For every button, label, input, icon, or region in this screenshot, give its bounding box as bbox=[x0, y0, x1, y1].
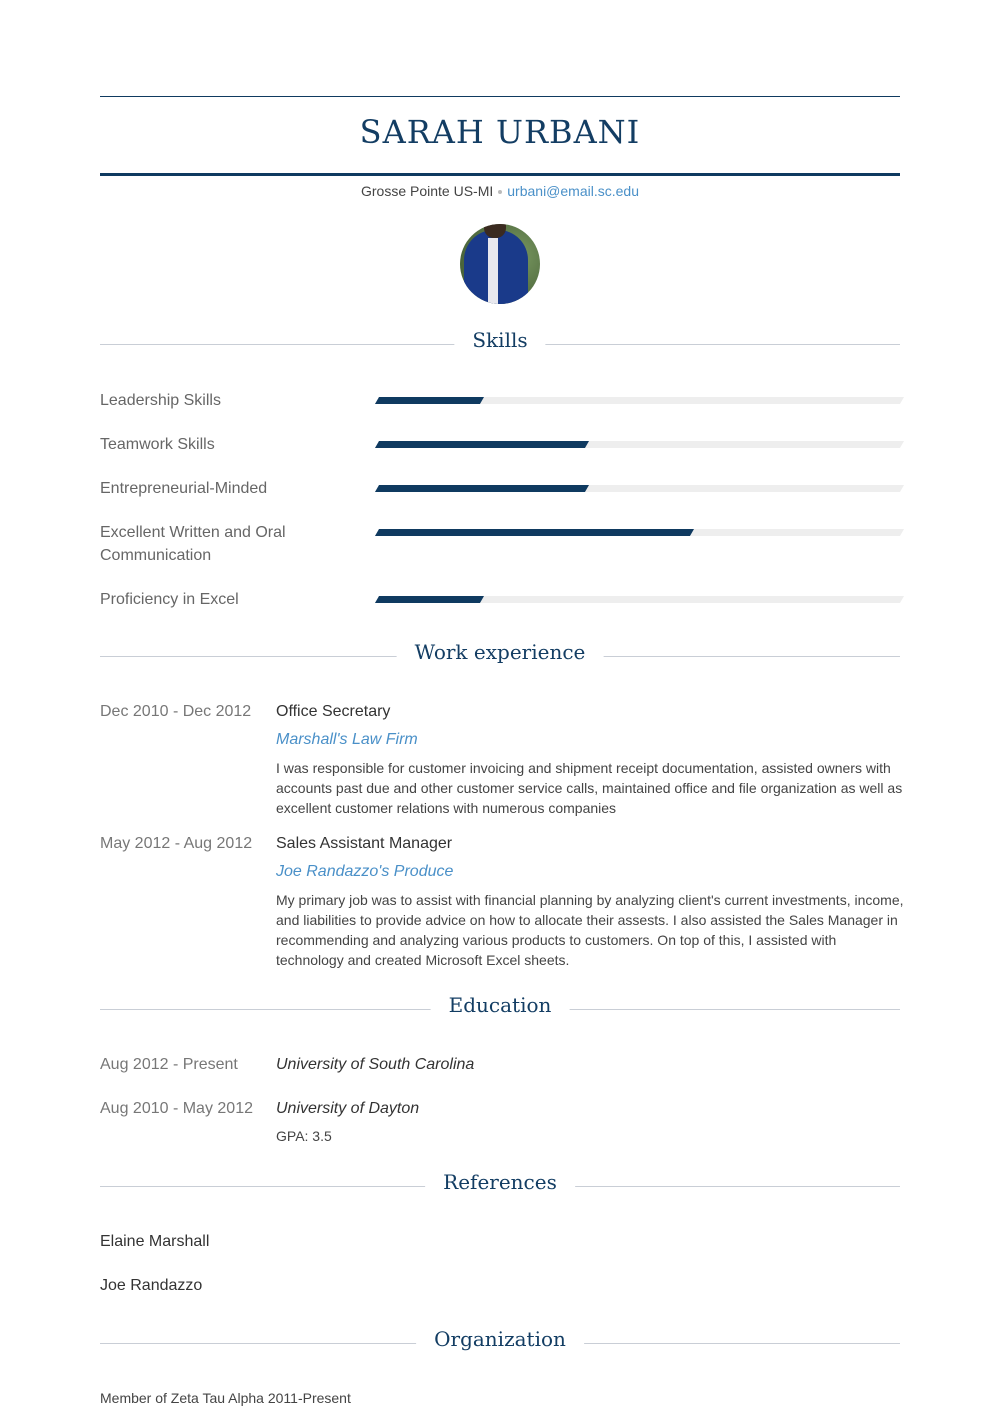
education-heading: Education bbox=[431, 993, 570, 1017]
organization-heading: Organization bbox=[416, 1327, 584, 1351]
skill-bar bbox=[375, 485, 904, 492]
header-bottom-rule bbox=[100, 173, 900, 176]
skill-label: Proficiency in Excel bbox=[100, 591, 239, 608]
organization-text: Member of Zeta Tau Alpha 2011-Present bbox=[100, 1390, 351, 1406]
skill-bar bbox=[375, 397, 904, 404]
reference-name: Joe Randazzo bbox=[100, 1277, 203, 1294]
job-dates: Dec 2010 - Dec 2012 bbox=[100, 703, 252, 720]
school-name: University of South Carolina bbox=[276, 1056, 475, 1073]
email-link[interactable]: urbani@email.sc.edu bbox=[507, 183, 639, 199]
job-title: Sales Assistant Manager bbox=[276, 835, 453, 852]
skill-bar bbox=[375, 441, 904, 448]
skill-bar-fill bbox=[375, 397, 484, 404]
education-note: GPA: 3.5 bbox=[276, 1128, 332, 1144]
company-name: Joe Randazzo's Produce bbox=[276, 863, 454, 880]
skill-bar bbox=[375, 529, 904, 536]
job-description: My primary job was to assist with financial planning by analyzing client's current investments, income, and liabilities to provide advice on how to allocate their assests. I also assisted the Sales Manager in recommending and analyzing various products to customers. On top of this, I assisted with technology and created Microsoft Excel sheets. bbox=[276, 892, 904, 968]
skill-bar-fill bbox=[375, 596, 484, 603]
skills-heading: Skills bbox=[454, 328, 545, 352]
photo-shirt bbox=[488, 238, 498, 304]
job-dates: May 2012 - Aug 2012 bbox=[100, 835, 253, 852]
profile-photo bbox=[460, 224, 540, 304]
work-heading: Work experience bbox=[397, 640, 604, 664]
skill-bar-fill bbox=[375, 485, 589, 492]
contact-info bbox=[100, 183, 900, 199]
skill-bar bbox=[375, 596, 904, 603]
school-name: University of Dayton bbox=[276, 1100, 420, 1117]
company-name: Marshall's Law Firm bbox=[276, 731, 418, 748]
candidate-name: SARAH URBANI bbox=[359, 113, 641, 151]
skill-bar-fill bbox=[375, 529, 694, 536]
skill-bar-fill bbox=[375, 441, 589, 448]
skill-label: Teamwork Skills bbox=[100, 436, 215, 453]
job-description: I was responsible for customer invoicing and shipment receipt documentation, assisted owners with accounts past due and other customer service calls, maintained office and file organization as well as excellent customer relations with numerous companies bbox=[276, 760, 903, 816]
education-dates: Aug 2010 - May 2012 bbox=[100, 1100, 253, 1117]
header-top-rule bbox=[100, 96, 900, 97]
references-heading: References bbox=[425, 1170, 575, 1194]
skill-label: Leadership Skills bbox=[100, 392, 221, 409]
separator-dot-icon bbox=[498, 190, 502, 194]
skill-label: Entrepreneurial-Minded bbox=[100, 480, 268, 497]
skill-label: Excellent Written and Oral Communication bbox=[100, 524, 286, 564]
job-title: Office Secretary bbox=[276, 703, 391, 720]
education-dates: Aug 2012 - Present bbox=[100, 1056, 238, 1073]
location-text: Grosse Pointe US-MI bbox=[361, 183, 494, 199]
reference-name: Elaine Marshall bbox=[100, 1233, 210, 1250]
